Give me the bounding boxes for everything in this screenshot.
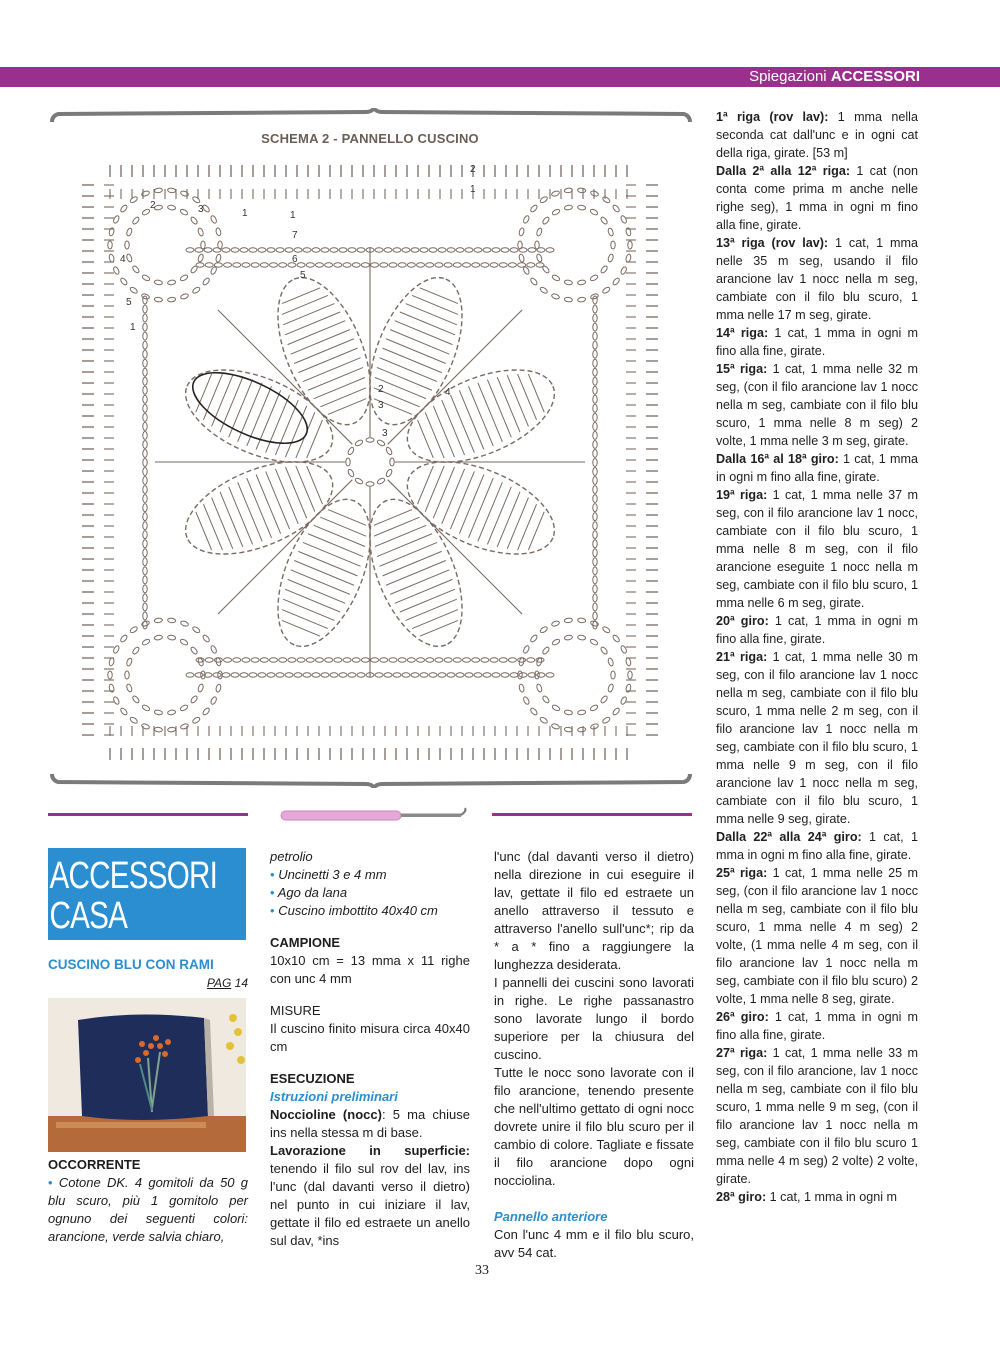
instruction-row-label: 13ª riga (rov lav): <box>716 236 829 250</box>
materials-bullet-2: • Uncinetti 3 e 4 mm <box>270 867 387 882</box>
lavorazione-term: Lavorazione in superficie: <box>270 1143 470 1158</box>
materials-bullet-3-text: Ago da lana <box>277 885 348 900</box>
instruction-row-label: 27ª riga: <box>716 1046 768 1060</box>
instruction-row-text: 1 cat, 1 mma nelle 33 m seg, con il filo arancione, lav 1 nocc nella m seg, cambiate con il filo blu scuro, 1 mma nelle 9 m seg, (con il filo arancione lav 1 nocc nella m seg, cambiate con il filo blu scuro 1 mma nelle 4 m seg) 2 volte) 2 volte, girate. <box>716 1046 918 1186</box>
product-photo <box>48 998 246 1152</box>
schema-title: SCHEMA 2 - PANNELLO CUSCINO <box>261 131 479 146</box>
instruction-row <box>716 612 918 648</box>
instruction-row-text: 1 mma nella seconda cat dall'unc e in ogni cat della riga, girate. [53 m] <box>716 110 918 160</box>
section-header <box>700 67 1000 87</box>
pag-label: PAG <box>206 976 232 990</box>
category-box <box>48 848 246 940</box>
divider-right <box>492 813 692 816</box>
instruction-row <box>716 1044 918 1188</box>
instruction-row-label: 26ª giro: <box>716 1010 769 1024</box>
schema-label: 5 <box>126 297 132 308</box>
materials-bullet-4: • Cuscino imbottito 40x40 cm <box>270 903 438 918</box>
schema-label: 2 <box>378 384 384 395</box>
instruction-row-label: Dalla 16ª al 18ª giro: <box>716 452 839 466</box>
column-1 <box>48 848 248 1246</box>
instruction-row-label: 28ª giro: <box>716 1190 767 1204</box>
instruction-row-label: 25ª riga: <box>716 866 768 880</box>
materials-bullet-3: • Ago da lana <box>270 885 348 900</box>
instruction-row-text: 1 cat, 1 mma in ogni m fino alla fine, girate. <box>716 614 919 646</box>
header-prefix: Spiegazioni <box>749 68 827 85</box>
campione-text: 10x10 cm = 13 mma x 11 righe con unc 4 mm <box>270 953 470 986</box>
pag-number: 14 <box>234 976 248 990</box>
instruction-row <box>716 864 918 1008</box>
instruction-row-text: 1 cat, 1 mma nelle 25 m seg, (con il filo arancione lav 1 nocc nella m seg, cambiate con il filo blu scuro, 1 mma nelle 4 m seg) 2 volte, (1 mma nelle 4 m seg, con il filo arancione lav 1 nocc nella m seg, cambiate con il filo blu scuro) 2 volte, 1 mma nelle 8 seg, girate. <box>716 866 918 1006</box>
crochet-chart <box>70 150 670 775</box>
instruction-row <box>716 324 918 360</box>
schema-label: 3 <box>378 400 384 411</box>
schema-label: 5 <box>300 270 306 281</box>
instruction-row <box>716 486 918 612</box>
instruction-row <box>716 828 918 864</box>
noccioline-term: Noccioline (nocc) <box>270 1107 382 1122</box>
page-number: 33 <box>475 1263 489 1278</box>
instruction-row-label: 20ª giro: <box>716 614 769 628</box>
instruction-row-label: 14ª riga: <box>716 326 769 340</box>
crochet-hook-icon <box>275 805 475 825</box>
instruction-row-text: 1 cat, 1 mma in ogni m fino alla fine, girate. <box>716 1010 919 1042</box>
materials-bullet-1-text: Cotone DK. 4 gomitoli da 50 g blu scuro, più 1 gomitolo per ognuno dei seguenti colori: arancione, verde salvia chiaro, <box>48 1175 248 1244</box>
materials-bullet-1: • Cotone DK. 4 gomitoli da 50 g blu scuro, più 1 gomitolo per ognuno dei seguenti colori: arancione, verde salvia chiaro, <box>48 1175 248 1244</box>
schema-label: 3 <box>198 204 204 215</box>
misure-heading: MISURE <box>270 1003 321 1018</box>
materials-continued: petrolio <box>270 849 313 864</box>
schema-label: 2 <box>150 200 156 211</box>
materials-bullet-4-text: Cuscino imbottito 40x40 cm <box>278 903 438 918</box>
pannello-text: Con l'unc 4 mm e il filo blu scuro, avv 54 cat. <box>494 1227 694 1260</box>
lavorazione-para <box>270 1142 470 1250</box>
instruction-row-label: 21ª riga: <box>716 650 768 664</box>
schema-label: 4 <box>120 254 126 265</box>
instruction-row <box>716 1188 918 1206</box>
col3-para-1: l'unc (dal davanti verso il dietro) nella direzione in cui eseguire il lav, gettate il filo ed estraete un anello attraverso il tessuto e attraverso l'anello sull'unc*; rip da * a * fino a raggiungere la lunghezza desiderata. <box>494 849 694 972</box>
schema-label: 7 <box>292 230 298 241</box>
campione-heading: CAMPIONE <box>270 935 341 950</box>
top-bar <box>0 67 1000 87</box>
instruction-row-text: 1 cat, 1 mma nelle 35 m seg, usando il filo arancione lav 1 nocc nella m seg, cambiate con il filo blu scuro, 1 mma nelle 17 m seg, girate. <box>716 236 919 322</box>
instruction-row <box>716 648 918 828</box>
schema-label: 1 <box>470 184 476 195</box>
instruction-row <box>716 1008 918 1044</box>
schema-label: 3 <box>382 428 388 439</box>
instruction-row-label: Dalla 22ª alla 24ª giro: <box>716 830 862 844</box>
category-title-2: CASA <box>49 895 128 937</box>
column-2 <box>270 848 470 1250</box>
instruction-row-label: 15ª riga: <box>716 362 768 376</box>
project-title: CUSCINO BLU CON RAMI <box>48 957 214 972</box>
schema-label: 1 <box>130 322 136 333</box>
schema-label: 1 <box>242 208 248 219</box>
instruction-row-text: 1 cat, 1 mma in ogni m fino alla fine, girate. <box>716 326 918 358</box>
schema-label: 1 <box>290 210 296 221</box>
schema-label: 4 <box>445 387 451 398</box>
instruction-row <box>716 360 918 450</box>
instruction-row-text: 1 cat, 1 mma in ogni m fino alla fine, girate. <box>716 452 918 484</box>
pannello-heading: Pannello anteriore <box>494 1209 608 1224</box>
col3-para-3: Tutte le nocc sono lavorate con il filo arancione, tenendo presente che nell'ultimo gettato di ogni nocc dovrete unire il filo blu scuro per il cambio di colore. Tagliate e fissate il filo arancione dopo ogni nocciolina. <box>494 1065 694 1188</box>
materials-bullet-2-text: Uncinetti 3 e 4 mm <box>278 867 387 882</box>
instruction-row-text: 1 cat, 1 mma nelle 32 m seg, (con il filo arancione lav 1 nocc nella m seg, cambiate con il filo blu scuro, 1 mma nelle 8 m seg) 2 volte, 1 mma nelle 3 m seg, girate. <box>716 362 918 448</box>
instruction-row-text: 1 cat, 1 mma in ogni m fino alla fine, girate. <box>716 830 918 862</box>
misure-text: Il cuscino finito misura circa 40x40 cm <box>270 1021 470 1054</box>
instruction-row <box>716 162 918 234</box>
esecuzione-heading: ESECUZIONE <box>270 1071 355 1086</box>
instruction-row <box>716 450 918 486</box>
instructions-column <box>716 108 918 1206</box>
instruction-row <box>716 234 918 324</box>
instruction-row <box>716 108 918 162</box>
lavorazione-text: tenendo il filo sul rov del lav, ins l'unc (dal davanti verso il dietro) nel punto in cui iniziare il lav, gettate il filo ed estraete un anello sul dav, *ins <box>270 1161 470 1248</box>
category-title-1: ACCESSORI <box>49 855 218 897</box>
istruzioni-heading: Istruzioni preliminari <box>270 1089 398 1104</box>
page-reference <box>48 974 248 992</box>
schema-label: 6 <box>292 254 298 265</box>
instruction-row-text: 1 cat, 1 mma nelle 30 m seg, con il filo arancione lav 1 nocc nella m seg, cambiate con il filo blu scuro, 1 mma nelle 2 m seg, con il filo arancione lav 1 nocc nella m seg, cambiate con il filo blu scuro, 1 mma nelle 9 m seg, con il filo arancione lav 1 nocc nella m seg, cambiate con il filo blu scuro, 1 mma nelle 9 seg, girate. <box>716 650 918 826</box>
noccioline-text: : 5 ma chiuse ins nella stessa m di base. <box>270 1107 470 1140</box>
column-3 <box>494 848 694 1262</box>
col3-para-2: I pannelli dei cuscini sono lavorati in righe. Le righe passanastro sono lavorate lungo il bordo superiore per la chiusura del cuscino. <box>494 975 694 1062</box>
instruction-row-label: Dalla 2ª alla 12ª riga: <box>716 164 851 178</box>
divider-left <box>48 813 248 816</box>
instruction-row-label: 1ª riga (rov lav): <box>716 110 829 124</box>
schema-label: 2 <box>470 164 476 175</box>
occorrente-heading: OCCORRENTE <box>48 1157 141 1172</box>
header-section: ACCESSORI <box>830 68 920 85</box>
instruction-row-label: 19ª riga: <box>716 488 768 502</box>
instruction-row-text: 1 cat, 1 mma nelle 37 m seg, con il filo arancione lav 1 nocc, cambiate con il filo blu scuro, 1 mma nelle 8 m seg, con il filo arancione eseguite 1 nocc nella m seg, cambiate con il filo blu scuro, 1 mma nelle 6 m seg, girate. <box>716 488 918 610</box>
instruction-row-text: 1 cat (non conta come prima m anche nelle righe seg), 1 mma in ogni m fino alla fine, girate. <box>716 164 918 232</box>
instruction-row-text: 1 cat, 1 mma in ogni m <box>766 1190 898 1204</box>
noccioline-para <box>270 1106 470 1142</box>
